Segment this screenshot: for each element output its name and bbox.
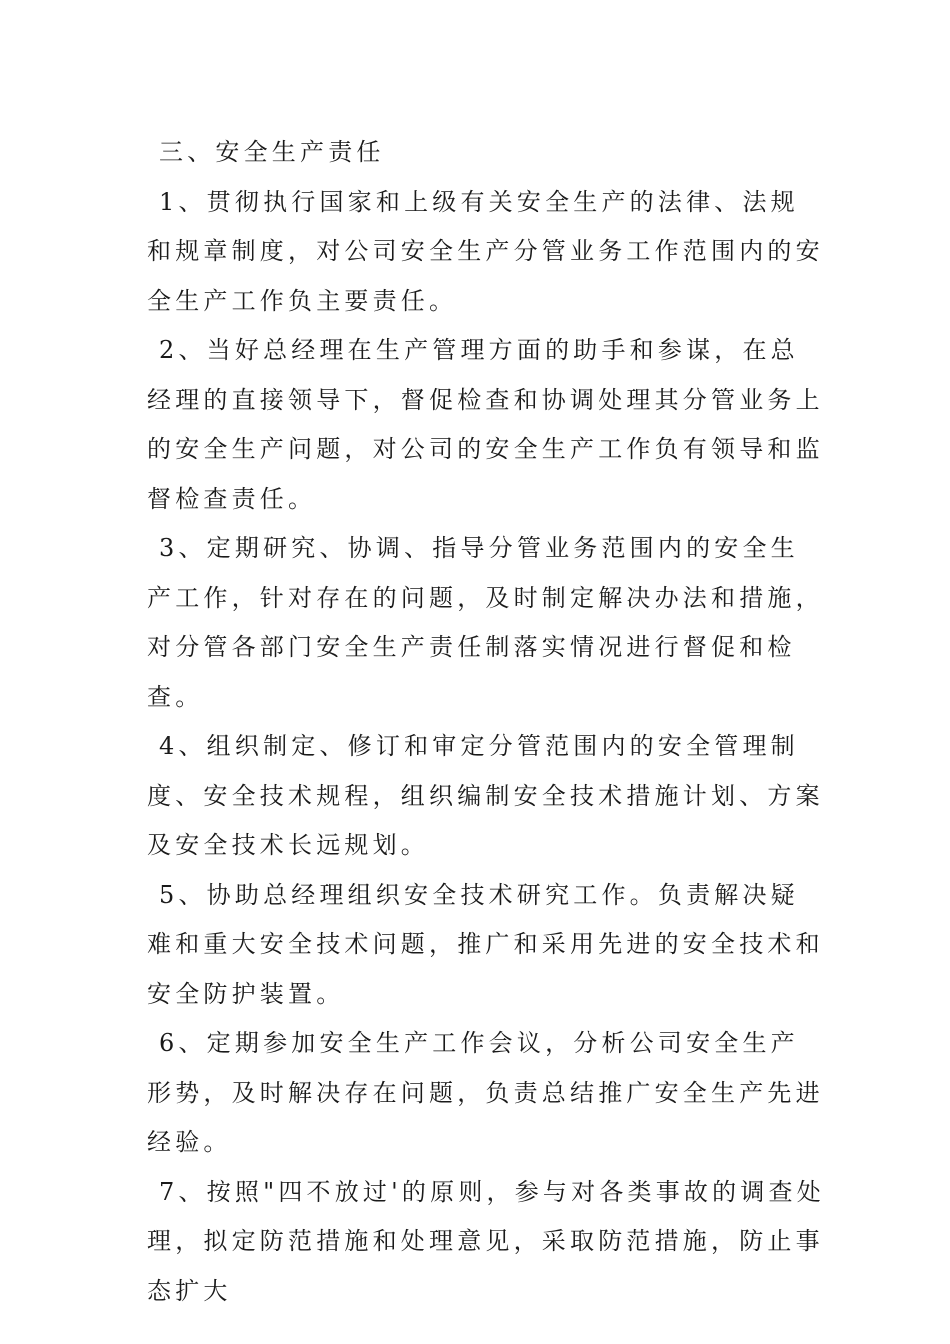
paragraph-number: 6 (159, 1029, 179, 1057)
paragraph-text: 、协助总经理组织安全技术研究工作。负责解决疑难和重大安全技术问题，推广和采用先进的安全技术和安全防护装置。 (147, 880, 824, 1008)
paragraph-5 (147, 871, 827, 1020)
paragraph-number: 4 (159, 732, 179, 760)
paragraph-text: 、当好总经理在生产管理方面的助手和参谋，在总经理的直接领导下，督促检查和协调处理其分管业务上的安全生产问题，对公司的安全生产工作负有领导和监督检查责任。 (147, 336, 824, 513)
paragraph-7 (147, 1168, 827, 1317)
paragraph-number: 7 (159, 1177, 179, 1206)
document-body (147, 128, 827, 1316)
paragraph-6 (147, 1019, 827, 1168)
paragraph-text: 、定期研究、协调、指导分管业务范围内的安全生产工作，针对存在的问题，及时制定解决办法和措施，对分管各部门安全生产责任制落实情况进行督促和检查。 (147, 534, 824, 711)
paragraph-number: 3 (159, 534, 179, 562)
section-heading: 三、安全生产责任 (159, 138, 385, 166)
paragraph-2 (147, 326, 827, 524)
paragraph-text: 、按照"四不放过'的原则，参与对各类事故的调查处理，拟定防范措施和处理意见，采取防范措施，防止事态扩大 (147, 1177, 825, 1305)
paragraph-number: 2 (159, 336, 179, 364)
paragraph-text: 、定期参加安全生产工作会议，分析公司安全生产形势，及时解决存在问题，负责总结推广安全生产先进经验。 (147, 1029, 824, 1156)
paragraph-1 (147, 178, 827, 327)
paragraph-3 (147, 524, 827, 722)
paragraph-number: 1 (159, 187, 179, 216)
paragraph-4 (147, 722, 827, 871)
paragraph-text: 、组织制定、修订和审定分管范围内的安全管理制度、安全技术规程，组织编制安全技术措施计划、方案及安全技术长远规划。 (147, 732, 824, 859)
paragraph-text: 、贯彻执行国家和上级有关安全生产的法律、法规和规章制度，对公司安全生产分管业务工作范围内的安全生产工作负主要责任。 (147, 187, 824, 315)
paragraph-number: 5 (159, 880, 179, 909)
